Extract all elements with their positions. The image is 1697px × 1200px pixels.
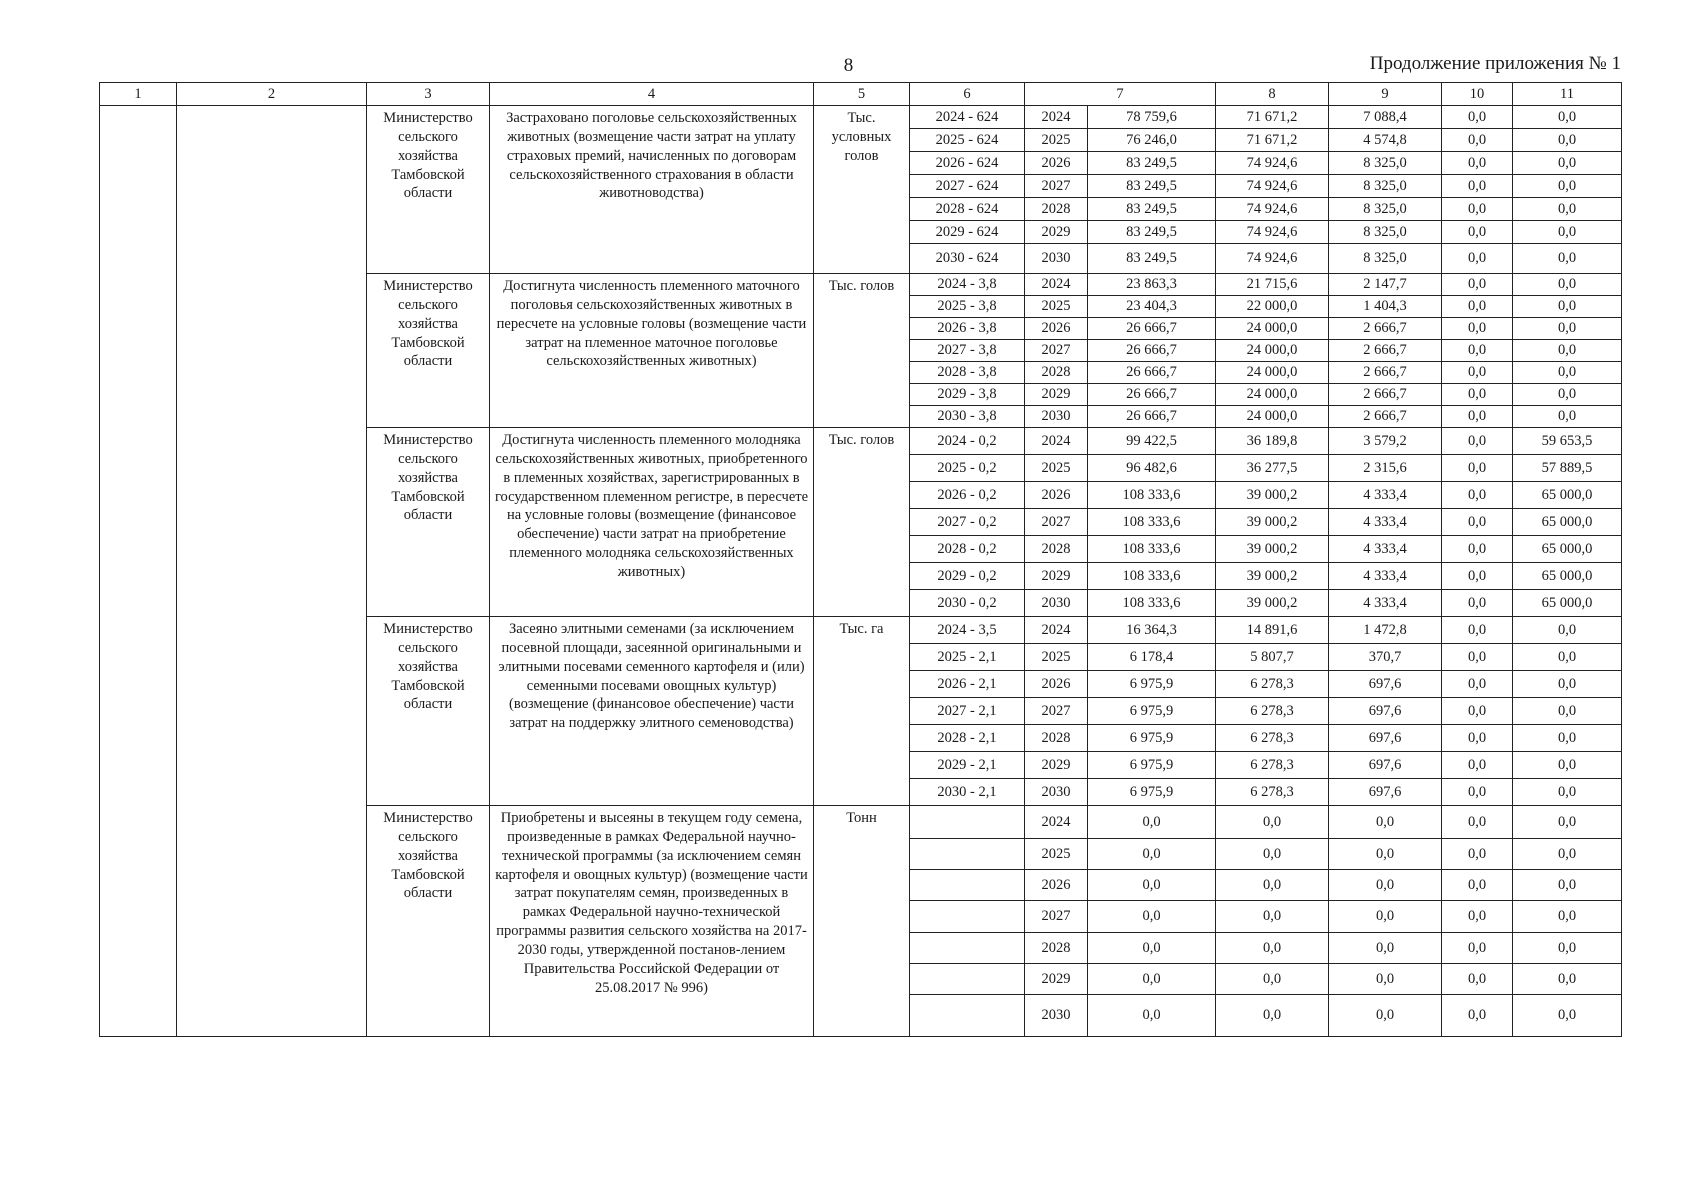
year: 2025 bbox=[1025, 129, 1088, 152]
other-sources: 0,0 bbox=[1513, 779, 1622, 806]
local-budget: 0,0 bbox=[1442, 482, 1513, 509]
year: 2026 bbox=[1025, 482, 1088, 509]
regional-budget: 4 333,4 bbox=[1329, 590, 1442, 617]
indicator-target bbox=[910, 806, 1025, 839]
indicator-target: 2027 - 3,8 bbox=[910, 340, 1025, 362]
local-budget: 0,0 bbox=[1442, 221, 1513, 244]
regional-budget: 697,6 bbox=[1329, 671, 1442, 698]
federal-budget: 6 278,3 bbox=[1216, 671, 1329, 698]
indicator-target: 2029 - 3,8 bbox=[910, 384, 1025, 406]
other-sources: 65 000,0 bbox=[1513, 563, 1622, 590]
indicator-target: 2024 - 0,2 bbox=[910, 428, 1025, 455]
regional-budget: 2 666,7 bbox=[1329, 340, 1442, 362]
total-amount: 108 333,6 bbox=[1088, 482, 1216, 509]
year: 2024 bbox=[1025, 806, 1088, 839]
other-sources: 0,0 bbox=[1513, 870, 1622, 901]
regional-budget: 2 666,7 bbox=[1329, 318, 1442, 340]
total-amount: 26 666,7 bbox=[1088, 406, 1216, 428]
federal-budget: 39 000,2 bbox=[1216, 563, 1329, 590]
column-number: 6 bbox=[910, 83, 1025, 106]
federal-budget: 71 671,2 bbox=[1216, 106, 1329, 129]
local-budget: 0,0 bbox=[1442, 406, 1513, 428]
column-number: 2 bbox=[177, 83, 367, 106]
other-sources: 0,0 bbox=[1513, 296, 1622, 318]
indicator-target: 2026 - 0,2 bbox=[910, 482, 1025, 509]
unit-of-measure: Тыс. голов bbox=[814, 428, 910, 617]
local-budget: 0,0 bbox=[1442, 244, 1513, 274]
responsible-executor: Министерство сельского хозяйства Тамбовской области bbox=[367, 806, 490, 1037]
indicator-target bbox=[910, 901, 1025, 933]
other-sources: 0,0 bbox=[1513, 152, 1622, 175]
other-sources: 59 653,5 bbox=[1513, 428, 1622, 455]
regional-budget: 7 088,4 bbox=[1329, 106, 1442, 129]
regional-budget: 370,7 bbox=[1329, 644, 1442, 671]
regional-budget: 3 579,2 bbox=[1329, 428, 1442, 455]
total-amount: 99 422,5 bbox=[1088, 428, 1216, 455]
local-budget: 0,0 bbox=[1442, 563, 1513, 590]
total-amount: 23 404,3 bbox=[1088, 296, 1216, 318]
indicator-target: 2025 - 624 bbox=[910, 129, 1025, 152]
year: 2025 bbox=[1025, 644, 1088, 671]
other-sources: 0,0 bbox=[1513, 175, 1622, 198]
federal-budget: 74 924,6 bbox=[1216, 244, 1329, 274]
responsible-executor: Министерство сельского хозяйства Тамбовской области bbox=[367, 106, 490, 274]
total-amount: 108 333,6 bbox=[1088, 509, 1216, 536]
local-budget: 0,0 bbox=[1442, 752, 1513, 779]
column-2-cell bbox=[177, 106, 367, 1037]
federal-budget: 36 189,8 bbox=[1216, 428, 1329, 455]
indicator-target: 2029 - 0,2 bbox=[910, 563, 1025, 590]
indicator-target: 2028 - 624 bbox=[910, 198, 1025, 221]
year: 2024 bbox=[1025, 617, 1088, 644]
regional-budget: 4 333,4 bbox=[1329, 563, 1442, 590]
other-sources: 0,0 bbox=[1513, 129, 1622, 152]
column-number: 11 bbox=[1513, 83, 1622, 106]
year: 2027 bbox=[1025, 698, 1088, 725]
other-sources: 0,0 bbox=[1513, 752, 1622, 779]
year: 2030 bbox=[1025, 406, 1088, 428]
indicator-target: 2027 - 0,2 bbox=[910, 509, 1025, 536]
other-sources: 65 000,0 bbox=[1513, 509, 1622, 536]
local-budget: 0,0 bbox=[1442, 509, 1513, 536]
responsible-executor: Министерство сельского хозяйства Тамбовской области bbox=[367, 617, 490, 806]
regional-budget: 0,0 bbox=[1329, 964, 1442, 995]
regional-budget: 0,0 bbox=[1329, 839, 1442, 870]
federal-budget: 6 278,3 bbox=[1216, 752, 1329, 779]
other-sources: 0,0 bbox=[1513, 698, 1622, 725]
local-budget: 0,0 bbox=[1442, 698, 1513, 725]
appendix-table bbox=[99, 82, 1622, 1037]
other-sources: 0,0 bbox=[1513, 340, 1622, 362]
regional-budget: 4 574,8 bbox=[1329, 129, 1442, 152]
indicator-target: 2025 - 2,1 bbox=[910, 644, 1025, 671]
indicator-target: 2028 - 2,1 bbox=[910, 725, 1025, 752]
unit-of-measure: Тыс. условных голов bbox=[814, 106, 910, 274]
indicator-target: 2030 - 0,2 bbox=[910, 590, 1025, 617]
other-sources: 0,0 bbox=[1513, 406, 1622, 428]
regional-budget: 8 325,0 bbox=[1329, 198, 1442, 221]
indicator-target: 2024 - 624 bbox=[910, 106, 1025, 129]
indicator-target: 2030 - 624 bbox=[910, 244, 1025, 274]
other-sources: 0,0 bbox=[1513, 384, 1622, 406]
total-amount: 108 333,6 bbox=[1088, 563, 1216, 590]
total-amount: 6 975,9 bbox=[1088, 779, 1216, 806]
indicator-target: 2026 - 3,8 bbox=[910, 318, 1025, 340]
other-sources: 57 889,5 bbox=[1513, 455, 1622, 482]
year: 2027 bbox=[1025, 509, 1088, 536]
other-sources: 0,0 bbox=[1513, 198, 1622, 221]
indicator-target: 2029 - 624 bbox=[910, 221, 1025, 244]
year: 2024 bbox=[1025, 428, 1088, 455]
total-amount: 96 482,6 bbox=[1088, 455, 1216, 482]
total-amount: 83 249,5 bbox=[1088, 152, 1216, 175]
indicator-target: 2026 - 624 bbox=[910, 152, 1025, 175]
year: 2026 bbox=[1025, 870, 1088, 901]
other-sources: 65 000,0 bbox=[1513, 590, 1622, 617]
year: 2030 bbox=[1025, 590, 1088, 617]
column-number: 7 bbox=[1025, 83, 1216, 106]
federal-budget: 24 000,0 bbox=[1216, 384, 1329, 406]
page-number: 8 bbox=[843, 55, 854, 76]
total-amount: 6 178,4 bbox=[1088, 644, 1216, 671]
local-budget: 0,0 bbox=[1442, 274, 1513, 296]
total-amount: 76 246,0 bbox=[1088, 129, 1216, 152]
indicator-target: 2028 - 0,2 bbox=[910, 536, 1025, 563]
total-amount: 108 333,6 bbox=[1088, 536, 1216, 563]
local-budget: 0,0 bbox=[1442, 428, 1513, 455]
federal-budget: 22 000,0 bbox=[1216, 296, 1329, 318]
year: 2030 bbox=[1025, 995, 1088, 1037]
other-sources: 0,0 bbox=[1513, 725, 1622, 752]
regional-budget: 0,0 bbox=[1329, 901, 1442, 933]
regional-budget: 8 325,0 bbox=[1329, 152, 1442, 175]
year: 2028 bbox=[1025, 725, 1088, 752]
regional-budget: 4 333,4 bbox=[1329, 536, 1442, 563]
total-amount: 6 975,9 bbox=[1088, 752, 1216, 779]
regional-budget: 2 315,6 bbox=[1329, 455, 1442, 482]
federal-budget: 71 671,2 bbox=[1216, 129, 1329, 152]
other-sources: 0,0 bbox=[1513, 901, 1622, 933]
total-amount: 83 249,5 bbox=[1088, 198, 1216, 221]
total-amount: 0,0 bbox=[1088, 933, 1216, 964]
local-budget: 0,0 bbox=[1442, 839, 1513, 870]
total-amount: 6 975,9 bbox=[1088, 698, 1216, 725]
total-amount: 0,0 bbox=[1088, 964, 1216, 995]
other-sources: 0,0 bbox=[1513, 221, 1622, 244]
year: 2027 bbox=[1025, 901, 1088, 933]
local-budget: 0,0 bbox=[1442, 384, 1513, 406]
total-amount: 83 249,5 bbox=[1088, 221, 1216, 244]
other-sources: 0,0 bbox=[1513, 671, 1622, 698]
local-budget: 0,0 bbox=[1442, 806, 1513, 839]
federal-budget: 0,0 bbox=[1216, 995, 1329, 1037]
indicator-target: 2025 - 3,8 bbox=[910, 296, 1025, 318]
regional-budget: 2 147,7 bbox=[1329, 274, 1442, 296]
federal-budget: 0,0 bbox=[1216, 933, 1329, 964]
year: 2026 bbox=[1025, 671, 1088, 698]
column-number: 9 bbox=[1329, 83, 1442, 106]
federal-budget: 5 807,7 bbox=[1216, 644, 1329, 671]
other-sources: 0,0 bbox=[1513, 839, 1622, 870]
year: 2025 bbox=[1025, 455, 1088, 482]
local-budget: 0,0 bbox=[1442, 455, 1513, 482]
other-sources: 0,0 bbox=[1513, 106, 1622, 129]
regional-budget: 0,0 bbox=[1329, 870, 1442, 901]
federal-budget: 74 924,6 bbox=[1216, 152, 1329, 175]
total-amount: 26 666,7 bbox=[1088, 384, 1216, 406]
federal-budget: 6 278,3 bbox=[1216, 698, 1329, 725]
column-number: 5 bbox=[814, 83, 910, 106]
total-amount: 0,0 bbox=[1088, 870, 1216, 901]
column-number: 8 bbox=[1216, 83, 1329, 106]
federal-budget: 0,0 bbox=[1216, 870, 1329, 901]
indicator-target: 2026 - 2,1 bbox=[910, 671, 1025, 698]
regional-budget: 697,6 bbox=[1329, 752, 1442, 779]
column-number-row bbox=[100, 83, 1622, 106]
year: 2029 bbox=[1025, 384, 1088, 406]
regional-budget: 2 666,7 bbox=[1329, 384, 1442, 406]
federal-budget: 74 924,6 bbox=[1216, 221, 1329, 244]
year: 2025 bbox=[1025, 839, 1088, 870]
year: 2028 bbox=[1025, 362, 1088, 384]
total-amount: 0,0 bbox=[1088, 806, 1216, 839]
other-sources: 0,0 bbox=[1513, 244, 1622, 274]
local-budget: 0,0 bbox=[1442, 901, 1513, 933]
column-1-cell bbox=[100, 106, 177, 1037]
total-amount: 108 333,6 bbox=[1088, 590, 1216, 617]
result-description: Достигнута численность племенного маточного поголовья сельскохозяйственных животных в пересчете на условные головы (возмещение части затрат на племенное маточное поголовье сельскохозяйственных животных) bbox=[490, 274, 814, 428]
result-description: Достигнута численность племенного молодняка сельскохозяйственных животных, приобретенного в племенных хозяйствах, зарегистрированных в государственном племенном регистре, в пересчете на условные головы (возмещение (финансовое обеспечение) части затрат на приобретение племенного молодняка сельскохозяйственных животных) bbox=[490, 428, 814, 617]
year: 2029 bbox=[1025, 752, 1088, 779]
total-amount: 6 975,9 bbox=[1088, 671, 1216, 698]
local-budget: 0,0 bbox=[1442, 362, 1513, 384]
total-amount: 16 364,3 bbox=[1088, 617, 1216, 644]
federal-budget: 39 000,2 bbox=[1216, 590, 1329, 617]
other-sources: 0,0 bbox=[1513, 318, 1622, 340]
other-sources: 0,0 bbox=[1513, 617, 1622, 644]
column-number: 3 bbox=[367, 83, 490, 106]
local-budget: 0,0 bbox=[1442, 590, 1513, 617]
year: 2028 bbox=[1025, 536, 1088, 563]
indicator-target: 2030 - 2,1 bbox=[910, 779, 1025, 806]
federal-budget: 6 278,3 bbox=[1216, 779, 1329, 806]
year: 2029 bbox=[1025, 563, 1088, 590]
local-budget: 0,0 bbox=[1442, 995, 1513, 1037]
local-budget: 0,0 bbox=[1442, 198, 1513, 221]
regional-budget: 8 325,0 bbox=[1329, 244, 1442, 274]
local-budget: 0,0 bbox=[1442, 175, 1513, 198]
unit-of-measure: Тыс. голов bbox=[814, 274, 910, 428]
local-budget: 0,0 bbox=[1442, 106, 1513, 129]
total-amount: 78 759,6 bbox=[1088, 106, 1216, 129]
indicator-target bbox=[910, 995, 1025, 1037]
regional-budget: 8 325,0 bbox=[1329, 175, 1442, 198]
result-description: Застраховано поголовье сельскохозяйственных животных (возмещение части затрат на уплату страховых премий, начисленных по договорам сельскохозяйственного страхования в области животноводства) bbox=[490, 106, 814, 274]
indicator-target: 2027 - 624 bbox=[910, 175, 1025, 198]
year: 2030 bbox=[1025, 779, 1088, 806]
total-amount: 6 975,9 bbox=[1088, 725, 1216, 752]
regional-budget: 1 472,8 bbox=[1329, 617, 1442, 644]
other-sources: 0,0 bbox=[1513, 995, 1622, 1037]
local-budget: 0,0 bbox=[1442, 671, 1513, 698]
local-budget: 0,0 bbox=[1442, 870, 1513, 901]
federal-budget: 39 000,2 bbox=[1216, 536, 1329, 563]
local-budget: 0,0 bbox=[1442, 152, 1513, 175]
total-amount: 0,0 bbox=[1088, 901, 1216, 933]
indicator-target bbox=[910, 839, 1025, 870]
indicator-target: 2027 - 2,1 bbox=[910, 698, 1025, 725]
indicator-target bbox=[910, 870, 1025, 901]
regional-budget: 0,0 bbox=[1329, 933, 1442, 964]
year: 2028 bbox=[1025, 198, 1088, 221]
federal-budget: 74 924,6 bbox=[1216, 175, 1329, 198]
local-budget: 0,0 bbox=[1442, 933, 1513, 964]
local-budget: 0,0 bbox=[1442, 617, 1513, 644]
indicator-target bbox=[910, 933, 1025, 964]
year: 2025 bbox=[1025, 296, 1088, 318]
responsible-executor: Министерство сельского хозяйства Тамбовской области bbox=[367, 274, 490, 428]
year: 2024 bbox=[1025, 106, 1088, 129]
unit-of-measure: Тыс. га bbox=[814, 617, 910, 806]
federal-budget: 74 924,6 bbox=[1216, 198, 1329, 221]
regional-budget: 697,6 bbox=[1329, 725, 1442, 752]
regional-budget: 8 325,0 bbox=[1329, 221, 1442, 244]
year: 2027 bbox=[1025, 175, 1088, 198]
regional-budget: 697,6 bbox=[1329, 698, 1442, 725]
local-budget: 0,0 bbox=[1442, 964, 1513, 995]
federal-budget: 6 278,3 bbox=[1216, 725, 1329, 752]
total-amount: 0,0 bbox=[1088, 839, 1216, 870]
other-sources: 0,0 bbox=[1513, 362, 1622, 384]
year: 2028 bbox=[1025, 933, 1088, 964]
federal-budget: 0,0 bbox=[1216, 964, 1329, 995]
year: 2029 bbox=[1025, 964, 1088, 995]
year: 2026 bbox=[1025, 318, 1088, 340]
result-description: Приобретены и высеяны в текущем году семена, произведенные в рамках Федеральной научно-технической программы (за исключением семян картофеля и овощных культур) (возмещение части затрат покупателям семян, произведенных в рамках Федеральной научно-технической программы развития сельского хозяйства на 2017-2030 годы, утвержденной постанов-лением Правительства Российской Федерации от 25.08.2017 № 996) bbox=[490, 806, 814, 1037]
local-budget: 0,0 bbox=[1442, 296, 1513, 318]
table-row bbox=[100, 106, 1622, 129]
other-sources: 0,0 bbox=[1513, 933, 1622, 964]
year: 2027 bbox=[1025, 340, 1088, 362]
federal-budget: 0,0 bbox=[1216, 806, 1329, 839]
local-budget: 0,0 bbox=[1442, 644, 1513, 671]
total-amount: 83 249,5 bbox=[1088, 175, 1216, 198]
federal-budget: 0,0 bbox=[1216, 901, 1329, 933]
federal-budget: 24 000,0 bbox=[1216, 340, 1329, 362]
total-amount: 26 666,7 bbox=[1088, 318, 1216, 340]
appendix-continuation-label: Продолжение приложения № 1 bbox=[1369, 53, 1621, 74]
federal-budget: 24 000,0 bbox=[1216, 362, 1329, 384]
other-sources: 0,0 bbox=[1513, 644, 1622, 671]
local-budget: 0,0 bbox=[1442, 129, 1513, 152]
federal-budget: 24 000,0 bbox=[1216, 318, 1329, 340]
result-description: Засеяно элитными семенами (за исключением посевной площади, засеянной оригинальными и элитными посевами семенного картофеля и (или) семенными посевами овощных культур) (возмещение (финансовое обеспечение) части затрат на поддержку элитного семеноводства) bbox=[490, 617, 814, 806]
federal-budget: 0,0 bbox=[1216, 839, 1329, 870]
total-amount: 83 249,5 bbox=[1088, 244, 1216, 274]
regional-budget: 1 404,3 bbox=[1329, 296, 1442, 318]
column-number: 10 bbox=[1442, 83, 1513, 106]
local-budget: 0,0 bbox=[1442, 725, 1513, 752]
federal-budget: 36 277,5 bbox=[1216, 455, 1329, 482]
other-sources: 0,0 bbox=[1513, 806, 1622, 839]
federal-budget: 14 891,6 bbox=[1216, 617, 1329, 644]
indicator-target: 2029 - 2,1 bbox=[910, 752, 1025, 779]
total-amount: 0,0 bbox=[1088, 995, 1216, 1037]
regional-budget: 697,6 bbox=[1329, 779, 1442, 806]
regional-budget: 4 333,4 bbox=[1329, 482, 1442, 509]
indicator-target: 2024 - 3,8 bbox=[910, 274, 1025, 296]
total-amount: 26 666,7 bbox=[1088, 340, 1216, 362]
total-amount: 26 666,7 bbox=[1088, 362, 1216, 384]
total-amount: 23 863,3 bbox=[1088, 274, 1216, 296]
other-sources: 0,0 bbox=[1513, 964, 1622, 995]
other-sources: 0,0 bbox=[1513, 274, 1622, 296]
indicator-target bbox=[910, 964, 1025, 995]
federal-budget: 24 000,0 bbox=[1216, 406, 1329, 428]
year: 2029 bbox=[1025, 221, 1088, 244]
regional-budget: 4 333,4 bbox=[1329, 509, 1442, 536]
column-number: 4 bbox=[490, 83, 814, 106]
local-budget: 0,0 bbox=[1442, 340, 1513, 362]
unit-of-measure: Тонн bbox=[814, 806, 910, 1037]
indicator-target: 2024 - 3,5 bbox=[910, 617, 1025, 644]
local-budget: 0,0 bbox=[1442, 779, 1513, 806]
local-budget: 0,0 bbox=[1442, 318, 1513, 340]
indicator-target: 2030 - 3,8 bbox=[910, 406, 1025, 428]
regional-budget: 2 666,7 bbox=[1329, 406, 1442, 428]
year: 2030 bbox=[1025, 244, 1088, 274]
regional-budget: 2 666,7 bbox=[1329, 362, 1442, 384]
federal-budget: 39 000,2 bbox=[1216, 509, 1329, 536]
responsible-executor: Министерство сельского хозяйства Тамбовской области bbox=[367, 428, 490, 617]
federal-budget: 39 000,2 bbox=[1216, 482, 1329, 509]
other-sources: 65 000,0 bbox=[1513, 482, 1622, 509]
local-budget: 0,0 bbox=[1442, 536, 1513, 563]
regional-budget: 0,0 bbox=[1329, 995, 1442, 1037]
federal-budget: 21 715,6 bbox=[1216, 274, 1329, 296]
column-number: 1 bbox=[100, 83, 177, 106]
indicator-target: 2025 - 0,2 bbox=[910, 455, 1025, 482]
regional-budget: 0,0 bbox=[1329, 806, 1442, 839]
other-sources: 65 000,0 bbox=[1513, 536, 1622, 563]
year: 2026 bbox=[1025, 152, 1088, 175]
indicator-target: 2028 - 3,8 bbox=[910, 362, 1025, 384]
year: 2024 bbox=[1025, 274, 1088, 296]
